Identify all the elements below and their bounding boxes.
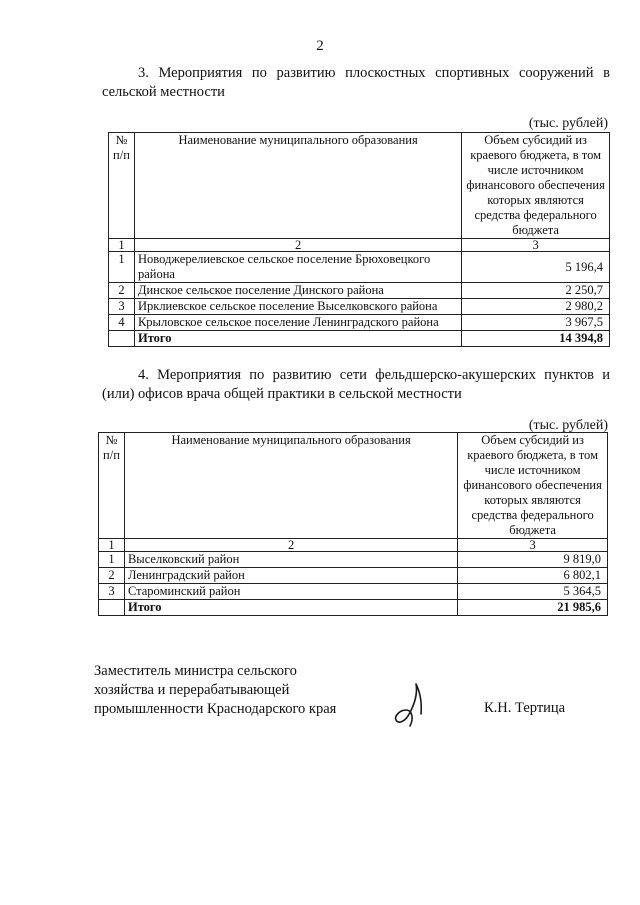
row-num: 1 — [99, 552, 125, 568]
column-index-row — [109, 239, 610, 252]
row-value: 2 980,2 — [462, 299, 610, 315]
index-cell: 1 — [109, 239, 135, 252]
index-cell: 3 — [462, 239, 610, 252]
row-value: 5 196,4 — [462, 252, 610, 283]
table-row — [99, 584, 608, 600]
column-index-row — [99, 539, 608, 552]
signer-name: К.Н. Тертица — [484, 700, 566, 716]
row-num: 3 — [99, 584, 125, 600]
header-value: Объем субсидий из краевого бюджета, в том числе источником финансового обеспечения которых являются средства федерального бюджета — [462, 133, 610, 239]
table-header-row — [99, 433, 608, 539]
section-3-table — [108, 132, 610, 347]
index-cell: 2 — [134, 239, 461, 252]
table-row — [109, 283, 610, 299]
total-label: Итого — [124, 600, 457, 616]
row-name: Крыловское сельское поселение Ленинградского района — [134, 315, 461, 331]
row-name: Выселковский район — [124, 552, 457, 568]
row-num: 1 — [109, 252, 135, 283]
handwritten-signature — [388, 680, 436, 732]
signature-title-line: Заместитель министра сельского — [94, 663, 297, 679]
table-row — [109, 315, 610, 331]
total-row — [109, 331, 610, 347]
header-num: № п/п — [109, 133, 135, 239]
section-3-title: 3. Мероприятия по развитию плоскостных спортивных сооружений в сельской местности — [102, 65, 610, 100]
index-cell: 3 — [458, 539, 608, 552]
table-row — [109, 299, 610, 315]
row-num: 2 — [99, 568, 125, 584]
index-cell: 1 — [99, 539, 125, 552]
header-name: Наименование муниципального образования — [124, 433, 457, 539]
row-value: 6 802,1 — [458, 568, 608, 584]
signature-title-line: промышленности Краснодарского края — [94, 701, 337, 717]
row-num: 2 — [109, 283, 135, 299]
table-row — [109, 252, 610, 283]
row-value: 2 250,7 — [462, 283, 610, 299]
table-row — [99, 568, 608, 584]
table-row — [99, 552, 608, 568]
row-num: 3 — [109, 299, 135, 315]
table-header-row — [109, 133, 610, 239]
signature-title-line: хозяйства и перерабатывающей — [94, 682, 290, 698]
section-3-units: (тыс. рублей) — [528, 116, 608, 131]
header-num: № п/п — [99, 433, 125, 539]
index-cell: 2 — [124, 539, 457, 552]
section-4-units: (тыс. рублей) — [528, 418, 608, 433]
section-4-title: 4. Мероприятия по развитию сети фельдшерско-акушерских пунктов и (или) офисов врача общей практики в сельской местности — [102, 367, 610, 402]
header-value: Объем субсидий из краевого бюджета, в том числе источником финансового обеспечения которых являются средства федерального бюджета — [458, 433, 608, 539]
row-num: 4 — [109, 315, 135, 331]
row-value: 5 364,5 — [458, 584, 608, 600]
page-number: 2 — [316, 38, 324, 54]
row-name: Новоджерелиевское сельское поселение Брюховецкого района — [134, 252, 461, 283]
signature-block — [94, 662, 336, 719]
total-empty-cell — [109, 331, 135, 347]
row-value: 3 967,5 — [462, 315, 610, 331]
row-value: 9 819,0 — [458, 552, 608, 568]
total-value: 21 985,6 — [458, 600, 608, 616]
row-name: Динское сельское поселение Динского района — [134, 283, 461, 299]
row-name: Ленинградский район — [124, 568, 457, 584]
total-empty-cell — [99, 600, 125, 616]
total-label: Итого — [134, 331, 461, 347]
row-name: Староминский район — [124, 584, 457, 600]
total-row — [99, 600, 608, 616]
total-value: 14 394,8 — [462, 331, 610, 347]
row-name: Ирклиевское сельское поселение Выселковского района — [134, 299, 461, 315]
section-4-table — [98, 432, 608, 616]
header-name: Наименование муниципального образования — [134, 133, 461, 239]
